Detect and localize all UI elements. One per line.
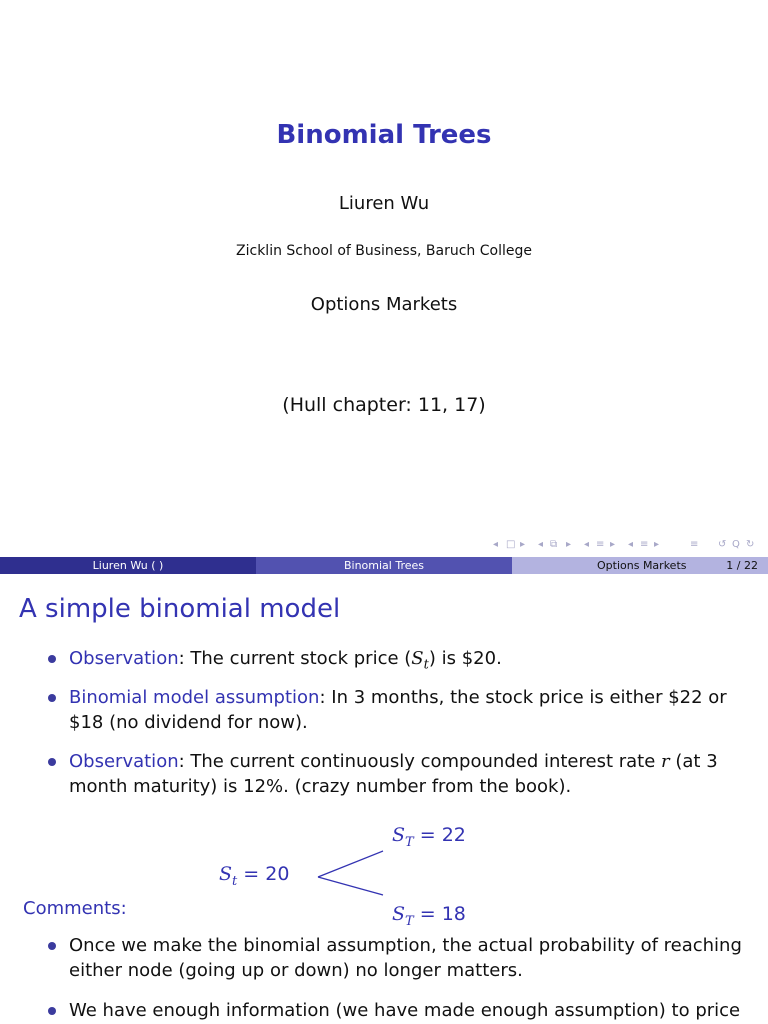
slide-footer: [0, 557, 768, 574]
next-section-icon[interactable]: ▸: [654, 539, 660, 550]
bullet-text: : The current continuously compounded interest rate: [178, 751, 662, 772]
math-var: r: [661, 751, 670, 772]
footer-course: Options Markets: [597, 559, 687, 572]
forward-icon[interactable]: ↻: [746, 539, 755, 550]
next-subsection-icon[interactable]: ▸: [610, 539, 616, 550]
math-var: S: [411, 648, 424, 669]
frame-icon[interactable]: ⧉: [550, 539, 558, 550]
prev-slide-icon[interactable]: ◂: [493, 539, 499, 550]
bullet-text: (at 3 month maturity) is 12%. (crazy number from the book).: [69, 751, 718, 797]
prev-section-icon[interactable]: ◂: [628, 539, 634, 550]
bullet-icon: [48, 942, 56, 950]
prev-frame-icon[interactable]: ◂: [538, 539, 544, 550]
section-icon[interactable]: ≡: [640, 539, 649, 550]
next-slide-icon[interactable]: ▸: [520, 539, 526, 550]
course-name: Options Markets: [310, 294, 458, 315]
comment-probability: Once we make the binomial assumption, the actual probability of reaching either node (going up or down) no longer matters.: [69, 935, 742, 981]
math-var: S: [219, 863, 233, 885]
institution: Zicklin School of Business, Baruch College: [236, 243, 532, 259]
math-var: S: [392, 824, 406, 846]
bullet-label: Binomial model assumption: [69, 687, 320, 708]
slide-icon[interactable]: □: [506, 539, 516, 550]
node-value: = 18: [413, 903, 466, 925]
chapter-reference: (Hull chapter: 11, 17): [282, 394, 486, 416]
bullet-text: : In 3 months, the stock price is either $22 or $18 (no dividend for now).: [69, 687, 727, 733]
search-icon[interactable]: Q: [732, 539, 740, 550]
math-sub: t: [232, 873, 238, 889]
outline-icon[interactable]: ≡: [690, 539, 699, 550]
author-name: Liuren Wu: [338, 193, 430, 214]
tree-root-node: [219, 863, 289, 889]
bullet-label: Observation: [69, 648, 179, 669]
beamer-navigation-bar: [490, 539, 765, 553]
down-branch: [318, 877, 383, 895]
page-number: 1 / 22: [726, 559, 758, 572]
next-frame-icon[interactable]: ▸: [566, 539, 572, 550]
content-slide: [0, 576, 768, 1024]
footer-course-page: [512, 557, 768, 574]
prev-subsection-icon[interactable]: ◂: [584, 539, 590, 550]
comment-enough-information: We have enough information (we have made enough assumption) to price: [69, 1000, 741, 1021]
footer-title: Binomial Trees: [256, 557, 512, 574]
bullet-label: Observation: [69, 751, 179, 772]
node-value: = 20: [237, 863, 290, 885]
slide-title: Binomial Trees: [276, 120, 492, 150]
footer-author: Liuren Wu ( ): [0, 557, 256, 574]
math-var: S: [392, 903, 406, 925]
bullet-icon: [48, 1007, 56, 1015]
bullet-text: : The current stock price (: [178, 648, 412, 669]
back-icon[interactable]: ↺: [718, 539, 727, 550]
comments-label: Comments:: [23, 898, 127, 919]
math-sub: T: [405, 913, 414, 929]
up-branch: [318, 851, 383, 877]
frame-title: A simple binomial model: [19, 594, 341, 624]
tree-down-node: [392, 903, 466, 929]
bullet-text: ) is $20.: [428, 648, 502, 669]
subsection-icon[interactable]: ≡: [596, 539, 605, 550]
math-sub: t: [423, 657, 429, 673]
node-value: = 22: [413, 824, 466, 846]
math-sub: T: [405, 834, 414, 850]
tree-up-node: [392, 824, 466, 850]
